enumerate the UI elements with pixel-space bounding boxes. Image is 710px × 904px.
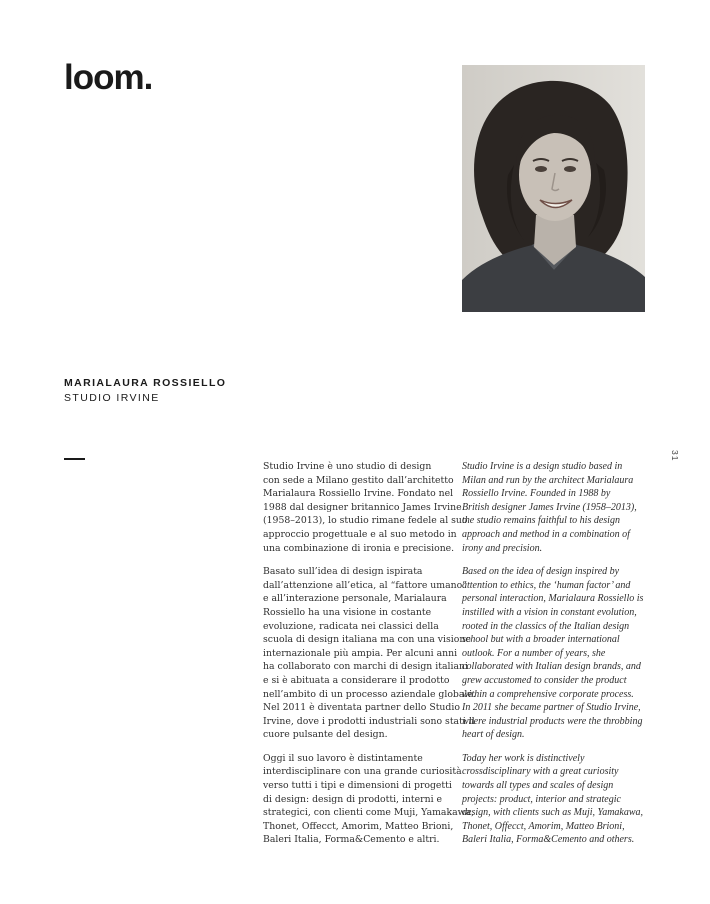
text-line: projects: product, interior and strategic <box>462 793 621 805</box>
section-divider <box>64 458 85 460</box>
text-line: Studio Irvine è uno studio di design <box>263 461 432 472</box>
text-line: Irvine, dove i prodotti industriali sono stati il <box>263 715 475 727</box>
text-line: con sede a Milano gestito dall’architetto <box>263 474 454 486</box>
text-line: internazionale più ampia. Per alcuni anni <box>263 647 458 659</box>
text-line: attention to ethics, the ‘human factor’ and <box>462 579 631 591</box>
text-line: e si è abituata a considerare il prodotto <box>263 674 450 686</box>
text-line: where industrial products were the throbbing <box>462 715 643 727</box>
text-line: approach and method in a combination of <box>462 528 630 540</box>
text-line: towards all types and scales of design <box>462 780 614 792</box>
text-line: school but with a broader international <box>462 634 620 646</box>
text-line: Studio Irvine is a design studio based in <box>462 461 623 472</box>
portrait-illustration <box>462 65 645 312</box>
text-line: ha collaborato con marchi di design italiani <box>263 661 468 673</box>
text-line: personal interaction, Marialaura Rossiello is <box>462 593 644 605</box>
italian-paragraph <box>263 565 476 742</box>
text-line: interdisciplinare con una grande curiosità <box>263 766 462 778</box>
text-line: instilled with a vision in constant evolution, <box>462 606 637 618</box>
text-line: e all’interazione personale, Marialaura <box>263 593 447 605</box>
text-line: Milan and run by the architect Marialaura <box>462 474 634 486</box>
text-line: Baleri Italia, Forma&Cemento and others. <box>462 834 635 846</box>
page-number: 31 <box>670 450 680 462</box>
text-line: Rossiello ha una visione in costante <box>263 606 432 618</box>
person-credit <box>64 377 226 404</box>
text-line: dall’attenzione all’etica, al “fattore umano” <box>263 579 467 591</box>
text-line: di design: design di prodotti, interni e <box>263 793 443 805</box>
text-line: outlook. For a number of years, she <box>462 647 606 659</box>
text-line: Oggi il suo lavoro è distintamente <box>263 752 423 764</box>
text-line: 1988 dal designer britannico James Irvine <box>263 501 462 513</box>
text-line: strategici, con clienti come Muji, Yamakawa, <box>263 807 475 819</box>
text-line: Baleri Italia, Forma&Cemento e altri. <box>263 834 440 846</box>
text-line: Thonet, Offecct, Amorim, Matteo Brioni, <box>263 820 454 832</box>
text-line: within a comprehensive corporate process. <box>462 688 634 700</box>
person-name: MARIALAURA ROSSIELLO <box>64 377 227 389</box>
text-line: rooted in the classics of the Italian design <box>462 620 630 632</box>
text-line: the studio remains faithful to his design <box>462 515 620 527</box>
text-line: Marialaura Rossiello Irvine. Fondato nel <box>263 488 454 500</box>
text-line: Nel 2011 è diventata partner dello Studio <box>263 702 460 714</box>
text-line: approccio progettuale e al suo metodo in <box>263 528 457 540</box>
brand-logo: loom. <box>64 58 153 97</box>
text-line: Thonet, Offecct, Amorim, Matteo Brioni, <box>462 820 625 832</box>
italian-paragraph <box>263 460 468 555</box>
english-paragraph <box>462 565 652 742</box>
english-text-column <box>462 460 652 857</box>
english-paragraph <box>462 460 652 555</box>
text-line: evoluzione, radicata nei classici della <box>263 620 439 632</box>
text-line: irony and precision. <box>462 542 543 554</box>
text-line: Rossiello Irvine. Founded in 1988 by <box>462 488 611 500</box>
portrait-photo <box>462 65 645 312</box>
text-line: collaborated with Italian design brands, and <box>462 661 641 673</box>
text-line: design, with clients such as Muji, Yamakawa, <box>462 807 644 819</box>
text-line: British designer James Irvine (1958–2013), <box>462 501 637 513</box>
text-line: verso tutti i tipi e dimensioni di progetti <box>263 780 452 792</box>
text-line: (1958–2013), lo studio rimane fedele al suo <box>263 515 468 527</box>
english-paragraph <box>462 752 652 847</box>
text-line: heart of design. <box>462 729 525 741</box>
text-line: crossdisciplinary with a great curiosity <box>462 766 619 778</box>
text-line: scuola di design italiana ma con una visione <box>263 634 471 646</box>
studio-name: STUDIO IRVINE <box>64 392 160 404</box>
italian-paragraph <box>263 752 475 847</box>
text-line: In 2011 she became partner of Studio Irvine, <box>462 702 641 714</box>
text-line: grew accustomed to consider the product <box>462 674 627 686</box>
text-line: una combinazione di ironia e precisione. <box>263 542 455 554</box>
text-line: cuore pulsante del design. <box>263 729 388 741</box>
text-line: Today her work is distinctively <box>462 752 585 764</box>
text-line: Based on the idea of design inspired by <box>462 566 620 578</box>
text-line: nell’ambito di un processo aziendale globale. <box>263 688 476 700</box>
text-line: Basato sull’idea di design ispirata <box>263 566 423 578</box>
italian-text-column <box>263 460 476 857</box>
